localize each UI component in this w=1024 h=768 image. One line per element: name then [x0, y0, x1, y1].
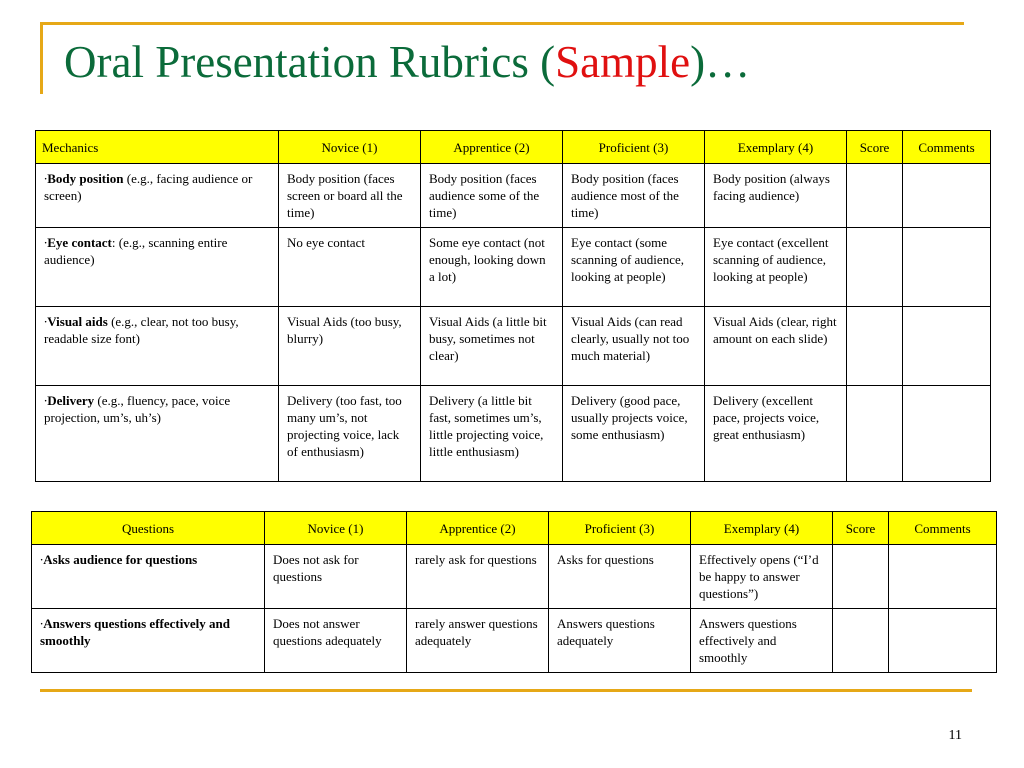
table-row	[36, 164, 991, 228]
bullet: ∙	[44, 171, 48, 186]
criterion-cell	[32, 545, 265, 609]
apprentice-cell: Body position (faces audience some of the time)	[421, 164, 563, 228]
criterion-cell	[36, 307, 279, 386]
header-proficient: Proficient (3)	[563, 131, 705, 164]
score-cell	[833, 545, 889, 609]
novice-cell: Visual Aids (too busy, blurry)	[279, 307, 421, 386]
bullet: ∙	[44, 393, 48, 408]
table-row	[32, 609, 997, 673]
proficient-cell: Visual Aids (can read clearly, usually not too much material)	[563, 307, 705, 386]
exemplary-cell: Delivery (excellent pace, projects voice, great enthusiasm)	[705, 386, 847, 482]
header-score: Score	[833, 512, 889, 545]
novice-cell: Delivery (too fast, too many um’s, not projecting voice, lack of enthusiasm)	[279, 386, 421, 482]
apprentice-cell: Visual Aids (a little bit busy, sometimes not clear)	[421, 307, 563, 386]
comments-cell	[903, 164, 991, 228]
header-comments: Comments	[903, 131, 991, 164]
header-comments: Comments	[889, 512, 997, 545]
header-score: Score	[847, 131, 903, 164]
criterion-desc: (e.g., facing audience or screen)	[44, 171, 253, 203]
accent-bar-top	[40, 22, 964, 25]
exemplary-cell: Effectively opens (“I’d be happy to answer questions”)	[691, 545, 833, 609]
bullet: ∙	[44, 235, 48, 250]
apprentice-cell: Delivery (a little bit fast, sometimes um’s, little projecting voice, little enthusiasm)	[421, 386, 563, 482]
criterion-cell	[36, 228, 279, 307]
criterion-name: Answers questions effectively and smoothly	[40, 616, 230, 648]
novice-cell: No eye contact	[279, 228, 421, 307]
score-cell	[847, 307, 903, 386]
table-row	[36, 228, 991, 307]
title-highlight: Sample	[555, 37, 691, 87]
slide-title	[64, 38, 750, 88]
apprentice-cell: rarely answer questions adequately	[407, 609, 549, 673]
score-cell	[847, 228, 903, 307]
page-number: 11	[948, 728, 962, 743]
title-prefix: Oral Presentation Rubrics (	[64, 37, 556, 87]
accent-bar-bottom	[40, 689, 972, 692]
exemplary-cell: Body position (always facing audience)	[705, 164, 847, 228]
header-questions: Questions	[32, 512, 265, 545]
apprentice-cell: Some eye contact (not enough, looking down a lot)	[421, 228, 563, 307]
table-row	[32, 545, 997, 609]
exemplary-cell: Eye contact (excellent scanning of audience, looking at people)	[705, 228, 847, 307]
criterion-name: Eye contact	[47, 235, 112, 250]
table-row	[36, 307, 991, 386]
score-cell	[847, 386, 903, 482]
score-cell	[847, 164, 903, 228]
header-novice: Novice (1)	[279, 131, 421, 164]
criterion-desc: : (e.g., scanning entire audience)	[44, 235, 228, 267]
proficient-cell: Body position (faces audience most of the time)	[563, 164, 705, 228]
apprentice-cell: rarely ask for questions	[407, 545, 549, 609]
exemplary-cell: Visual Aids (clear, right amount on each slide)	[705, 307, 847, 386]
table-row	[36, 386, 991, 482]
questions-rubric-table	[31, 511, 997, 673]
criterion-cell	[32, 609, 265, 673]
table-header-row	[36, 131, 991, 164]
mechanics-rubric-table	[35, 130, 991, 482]
proficient-cell: Delivery (good pace, usually projects voice, some enthusiasm)	[563, 386, 705, 482]
comments-cell	[903, 307, 991, 386]
proficient-cell: Eye contact (some scanning of audience, looking at people)	[563, 228, 705, 307]
header-mechanics: Mechanics	[36, 131, 279, 164]
title-suffix: )…	[690, 37, 751, 87]
novice-cell: Does not answer questions adequately	[265, 609, 407, 673]
header-proficient: Proficient (3)	[549, 512, 691, 545]
criterion-desc: (e.g., fluency, pace, voice projection, um’s, uh’s)	[44, 393, 231, 425]
criterion-cell	[36, 386, 279, 482]
table-header-row	[32, 512, 997, 545]
header-exemplary: Exemplary (4)	[705, 131, 847, 164]
header-apprentice: Apprentice (2)	[421, 131, 563, 164]
novice-cell: Body position (faces screen or board all the time)	[279, 164, 421, 228]
comments-cell	[889, 609, 997, 673]
exemplary-cell: Answers questions effectively and smoothly	[691, 609, 833, 673]
criterion-name: Asks audience for questions	[43, 552, 198, 567]
criterion-name: Delivery	[47, 393, 95, 408]
comments-cell	[903, 386, 991, 482]
score-cell	[833, 609, 889, 673]
comments-cell	[903, 228, 991, 307]
novice-cell: Does not ask for questions	[265, 545, 407, 609]
comments-cell	[889, 545, 997, 609]
bullet: ∙	[44, 314, 48, 329]
criterion-name: Body position	[47, 171, 124, 186]
header-exemplary: Exemplary (4)	[691, 512, 833, 545]
header-novice: Novice (1)	[265, 512, 407, 545]
criterion-name: Visual aids	[47, 314, 108, 329]
accent-bar-vertical	[40, 22, 43, 94]
proficient-cell: Asks for questions	[549, 545, 691, 609]
proficient-cell: Answers questions adequately	[549, 609, 691, 673]
header-apprentice: Apprentice (2)	[407, 512, 549, 545]
bullet: ∙	[40, 616, 44, 631]
bullet: ∙	[40, 552, 44, 567]
criterion-cell	[36, 164, 279, 228]
criterion-desc: (e.g., clear, not too busy, readable size font)	[44, 314, 239, 346]
